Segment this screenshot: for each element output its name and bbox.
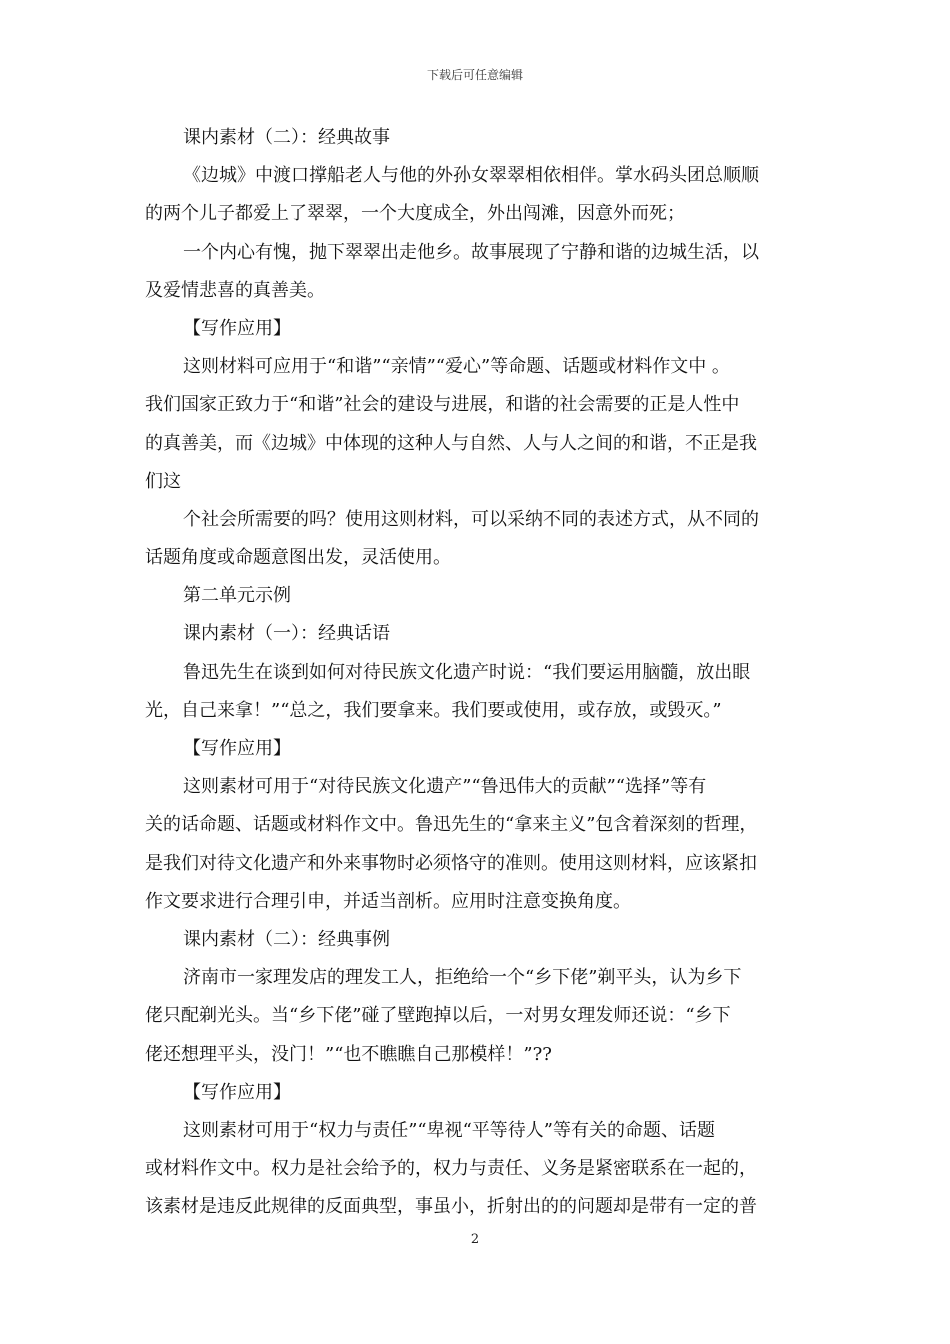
document-body: [145, 119, 810, 1226]
text-line: 光，自己来拿！”“总之，我们要拿来。我们要或使用，或存放，或毁灭。”: [145, 699, 722, 721]
text-line: 个社会所需要的吗？使用这则材料，可以采纳不同的表述方式，从不同的: [183, 508, 759, 530]
text-line: 是我们对待文化遗产和外来事物时必须恪守的准则。使用这则材料，应该紧扣: [145, 852, 757, 874]
text-line: 这则材料可应用于“和谐”“亲情”“爱心”等命题、话题或材料作文中 。: [183, 356, 730, 378]
text-line: 作文要求进行合理引申，并适当剖析。应用时注意变换角度。: [145, 890, 631, 912]
text-line: 佬只配剃光头。当“乡下佬”碰了壁跑掉以后，一对男女理发师还说：“乡下: [145, 1005, 731, 1027]
text-line: 或材料作文中。权力是社会给予的，权力与责任、义务是紧密联系在一起的，: [145, 1158, 757, 1180]
text-line: 我们国家正致力于“和谐”社会的建设与进展，和谐的社会需要的正是人性中: [145, 394, 740, 416]
text-line: 及爱情悲喜的真善美。: [145, 279, 325, 301]
text-line: 课内素材（一）：经典话语: [183, 623, 390, 645]
page-number: 2: [470, 1232, 480, 1247]
text-line: 【写作应用】: [183, 317, 291, 339]
text-line: 《边城》中渡口撑船老人与他的外孙女翠翠相依相伴。掌水码头团总顺顺: [183, 165, 759, 187]
text-line: 的两个儿子都爱上了翠翠，一个大度成全，外出闯滩，因意外而死；: [145, 203, 685, 225]
text-line: 课内素材（二）：经典故事: [183, 127, 390, 148]
text-line: 课内素材（二）：经典事例: [183, 928, 390, 950]
text-line: 一个内心有愧，抛下翠翠出走他乡。故事展现了宁静和谐的边城生活，以: [183, 241, 759, 263]
text-line: 第二单元示例: [183, 585, 291, 607]
text-line: 济南市一家理发店的理发工人，拒绝给一个“乡下佬”剃平头，认为乡下: [183, 967, 742, 989]
text-line: 该素材是违反此规律的反面典型，事虽小，折射出的的问题却是带有一定的普: [145, 1196, 757, 1218]
text-line: 的真善美，而《边城》中体现的这种人与自然、人与人之间的和谐，不正是我: [145, 432, 757, 454]
text-line: 关的话命题、话题或材料作文中。鲁迅先生的“拿来主义”包含着深刻的哲理，: [145, 814, 758, 836]
text-line: 们这: [145, 470, 181, 492]
text-line: 这则素材可用于“权力与责任”“卑视“平等待人”等有关的命题、话题: [183, 1119, 716, 1141]
text-line: 这则素材可用于“对待民族文化遗产”“鲁迅伟大的贡献”“选择”等有: [183, 776, 707, 798]
page-header-note: 下载后可任意编辑: [426, 68, 523, 82]
text-line: 佬还想理平头，没门！”“也不瞧瞧自己那模样！”??: [145, 1043, 552, 1065]
text-line: 话题角度或命题意图出发，灵活使用。: [145, 547, 451, 569]
text-line: 鲁迅先生在谈到如何对待民族文化遗产时说：“我们要运用脑髓，放出眼: [183, 661, 751, 683]
text-line: 【写作应用】: [183, 1081, 291, 1103]
text-line: 【写作应用】: [183, 738, 291, 759]
